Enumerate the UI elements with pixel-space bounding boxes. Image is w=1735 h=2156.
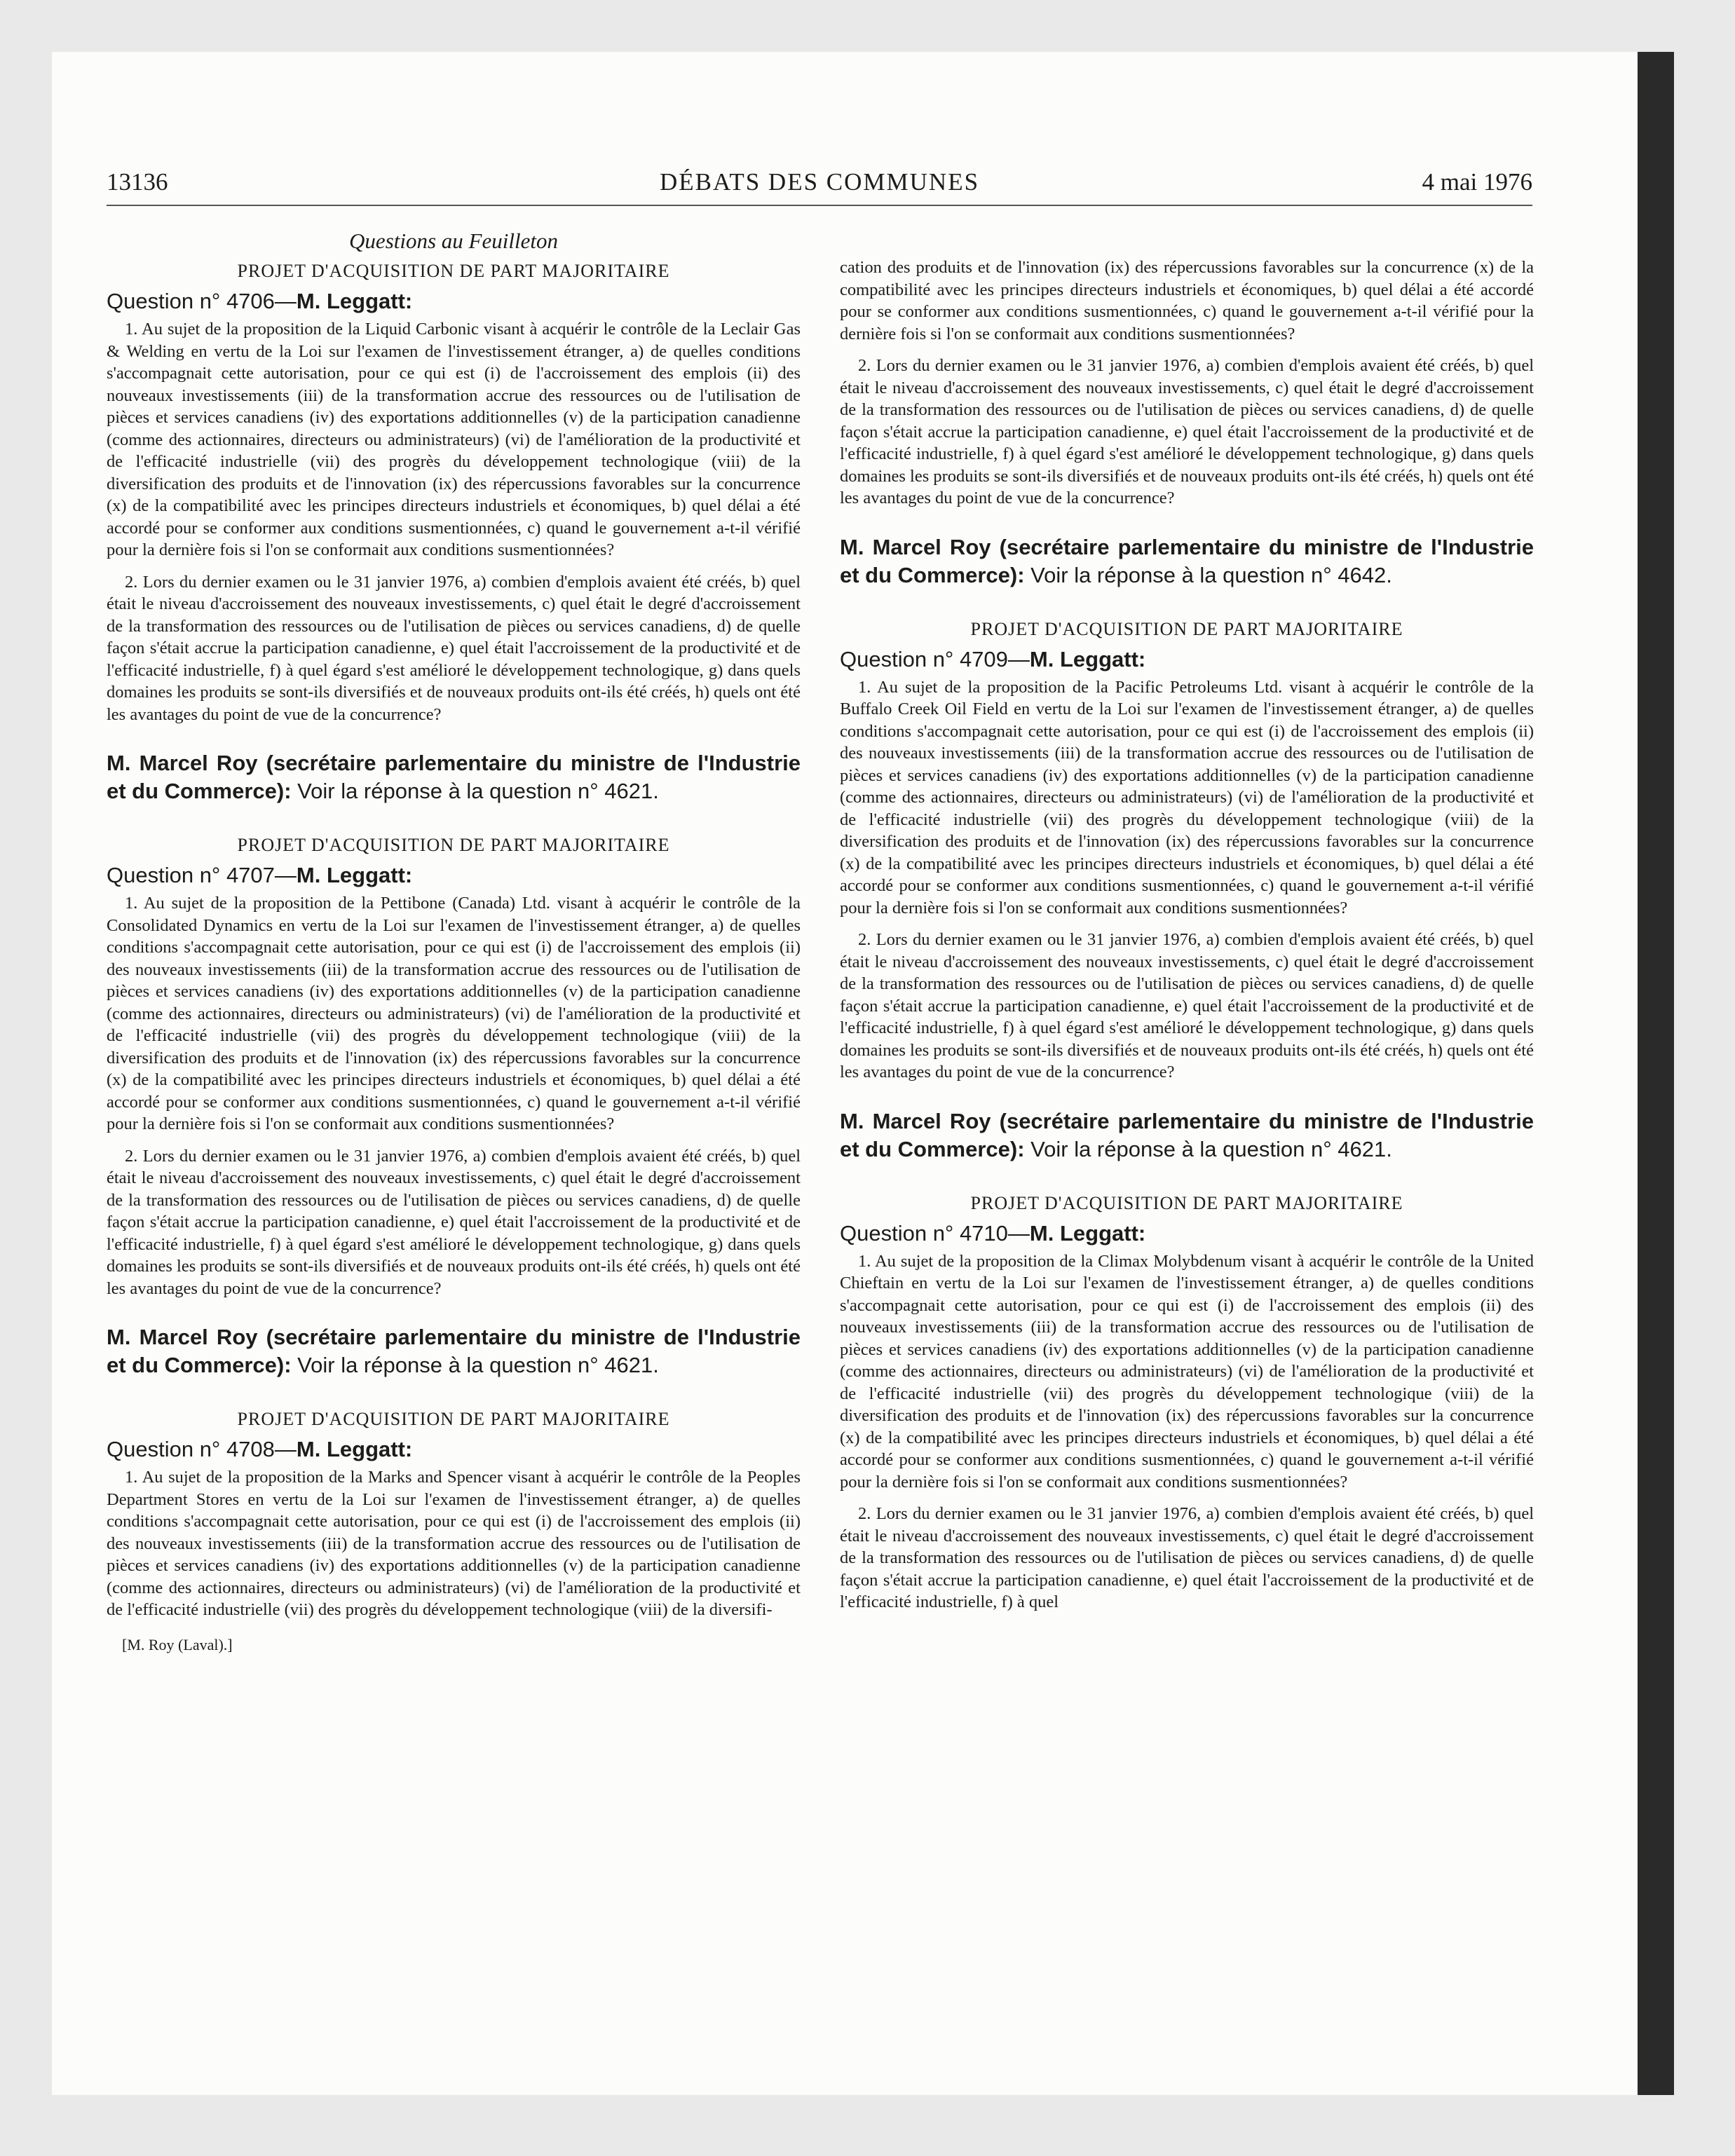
answer-text: Voir la réponse à la question n° 4621. bbox=[291, 1353, 659, 1377]
answer-text: Voir la réponse à la question n° 4621. bbox=[291, 779, 659, 803]
answer-paragraph bbox=[840, 533, 1534, 589]
question-line bbox=[107, 287, 801, 315]
question-member: M. Leggatt: bbox=[1029, 646, 1146, 671]
section-title: Questions au Feuilleton bbox=[349, 228, 558, 253]
question-paragraph-1: 1. Au sujet de la proposition de la Pacific Petroleums Ltd. visant à acquérir le contrôle de la Buffalo Creek Oil Field en vertu de la Loi sur l'examen de l'investissement étranger, a) de quelles conditions s'accompagnait cette autorisation, pour ce qui est (i) de l'accroissement des emplois (ii) des nouveaux investissements (iii) de la transformation accrue des ressources ou de l'utilisation de pièces et services canadiens (iv) des exportations additionnelles (v) de la participation canadienne (comme des actionnaires, directeurs ou administrateurs) (vi) de l'amélioration de la productivité et de l'efficacité industrielle (vii) des progrès du développement technologique (viii) de la diversification des produits et de l'innovation (ix) des répercussions favorables sur la concurrence (x) de la compatibilité avec les principes directeurs industriels et économiques, b) quel délai a été accordé pour se conformer aux conditions susmentionnées, c) quand le gouvernement a-t-il vérifié pour la dernière fois si l'on se conformait aux conditions susmentionnées? bbox=[840, 677, 1534, 917]
question-block-4709 bbox=[840, 618, 1534, 1164]
question-block-4708-continued bbox=[840, 257, 1534, 589]
question-paragraph-2: 2. Lors du dernier examen ou le 31 janvier 1976, a) combien d'emplois avaient été créés, b) quel était le niveau d'accroissement des nouveaux investissements, c) quel était le degré d'accroissement de la transformation des ressources ou de l'utilisation de pièces ou services canadiens, d) de quelle façon s'était accrue la participation canadienne, e) quel était l'accroissement de la productivité et de l'efficacité industrielle, f) à quel bbox=[840, 1504, 1534, 1611]
question-member: M. Leggatt: bbox=[1029, 1220, 1146, 1246]
question-block-4710 bbox=[840, 1192, 1534, 1613]
block-heading: PROJET D'ACQUISITION DE PART MAJORITAIRE bbox=[970, 1192, 1403, 1213]
left-column bbox=[107, 219, 801, 1656]
question-paragraph-2: 2. Lors du dernier examen ou le 31 janvier 1976, a) combien d'emplois avaient été créés, b) quel était le niveau d'accroissement des nouveaux investissements, c) quel était le degré d'accroissement de la transformation des ressources ou de l'utilisation de pièces ou services canadiens, d) de quelle façon s'était accrue la participation canadienne, e) quel était l'accroissement de la productivité et de l'efficacité industrielle, f) à quel égard s'est amélioré le développement technologique, g) dans quels domaines les produits se sont-ils diversifiés et de nouveaux produits ont-ils été créés, h) quels ont été les avantages du point de vue de la concurrence? bbox=[107, 572, 801, 724]
publication-title: DÉBATS DES COMMUNES bbox=[659, 168, 980, 196]
answer-text: Voir la réponse à la question n° 4642. bbox=[1024, 562, 1392, 587]
question-block-4707 bbox=[107, 833, 801, 1379]
answer-speaker: M. Marcel Roy (secrétaire parlementaire du ministre de l'Industrie et du Commerce): bbox=[107, 1325, 801, 1377]
question-line bbox=[107, 1435, 801, 1464]
answer-speaker: M. Marcel Roy (secrétaire parlementaire du ministre de l'Industrie et du Commerce): bbox=[107, 751, 801, 803]
right-column bbox=[840, 257, 1534, 1623]
page-number: 13136 bbox=[107, 168, 168, 196]
answer-text: Voir la réponse à la question n° 4621. bbox=[1024, 1136, 1392, 1161]
answer-speaker: M. Marcel Roy (secrétaire parlementaire du ministre de l'Industrie et du Commerce): bbox=[840, 1108, 1534, 1161]
question-number: Question n° 4708— bbox=[107, 1437, 297, 1461]
block-heading: PROJET D'ACQUISITION DE PART MAJORITAIRE bbox=[970, 618, 1403, 639]
page-header bbox=[107, 168, 1532, 209]
block-heading: PROJET D'ACQUISITION DE PART MAJORITAIRE bbox=[237, 1409, 670, 1429]
question-paragraph-1: 1. Au sujet de la proposition de la Marks and Spencer visant à acquérir le contrôle de la Peoples Department Stores en vertu de la Loi sur l'examen de l'investissement étranger, a) de quelles conditions s'accompagnait cette autorisation, pour ce qui est (i) de l'accroissement des emplois (ii) des nouveaux investissements (iii) de la transformation accrue des ressources ou de l'utilisation de pièces et services canadiens (iv) des exportations additionnelles (v) de la participation canadienne (comme des actionnaires, directeurs ou administrateurs) (vi) de l'amélioration de la productivité et de l'efficacité industrielle (vii) des progrès du développement technologique (viii) de la diversifi- bbox=[107, 1468, 801, 1619]
speaker-footnote: [M. Roy (Laval).] bbox=[122, 1635, 233, 1653]
question-member: M. Leggatt: bbox=[296, 1437, 413, 1461]
question-paragraph-1: 1. Au sujet de la proposition de la Liquid Carbonic visant à acquérir le contrôle de la Leclair Gas & Welding en vertu de la Loi sur l'examen de l'investissement étranger, a) de quelles conditions s'accompagnait cette autorisation, pour ce qui est (i) de l'accroissement des emplois (ii) des nouveaux investissements (iii) de la transformation accrue des ressources ou de l'utilisation de pièces et services canadiens (iv) des exportations additionnelles (v) de la participation canadienne (comme des actionnaires, directeurs ou administrateurs) (vi) de l'amélioration de la productivité et de l'efficacité industrielle (vii) des progrès du développement technologique (viii) de la diversification des produits et de l'innovation (ix) des répercussions favorables sur la concurrence (x) de la compatibilité avec les principes directeurs industriels et économiques, b) quel délai a été accordé pour se conformer aux conditions susmentionnées, c) quand le gouvernement a-t-il vérifié pour la dernière fois si l'on se conformait aux conditions susmentionnées? bbox=[107, 320, 801, 559]
block-heading: PROJET D'ACQUISITION DE PART MAJORITAIRE bbox=[237, 835, 670, 855]
question-paragraph-1: 1. Au sujet de la proposition de la Climax Molybdenum visant à acquérir le contrôle de la United Chieftain en vertu de la Loi sur l'examen de l'investissement étranger, a) de quelles conditions s'accompagnait cette autorisation, pour ce qui est (i) de l'accroissement des emplois (ii) des nouveaux investissements (iii) de la transformation accrue des ressources ou de l'utilisation de pièces et services canadiens (iv) des exportations additionnelles (v) de la participation canadienne (comme des actionnaires, directeurs ou administrateurs) (vi) de l'amélioration de la productivité et de l'efficacité industrielle (vii) des progrès du développement technologique (viii) de la diversification des produits et de l'innovation (ix) des répercussions favorables sur la concurrence (x) de la compatibilité avec les principes directeurs industriels et économiques, b) quel délai a été accordé pour se conformer aux conditions susmentionnées, c) quand le gouvernement a-t-il vérifié pour la dernière fois si l'on se conformait aux conditions susmentionnées? bbox=[840, 1251, 1534, 1492]
question-line bbox=[107, 861, 801, 889]
header-rule bbox=[107, 205, 1532, 206]
continuation-paragraph: cation des produits et de l'innovation (ix) des répercussions favorables sur la concurrence (x) de la compatibilité avec les principes directeurs industriels et économiques, b) quel délai a été accordé pour se conformer aux conditions susmentionnées, c) quand le gouvernement a-t-il vérifié pour la dernière fois si l'on se conformait aux conditions susmentionnées? bbox=[840, 258, 1534, 343]
block-heading: PROJET D'ACQUISITION DE PART MAJORITAIRE bbox=[237, 261, 670, 281]
question-number: Question n° 4709— bbox=[840, 646, 1030, 671]
answer-paragraph bbox=[107, 749, 801, 805]
answer-speaker: M. Marcel Roy (secrétaire parlementaire du ministre de l'Industrie et du Commerce): bbox=[840, 534, 1534, 587]
question-line bbox=[840, 646, 1534, 674]
page-date: 4 mai 1976 bbox=[1422, 168, 1532, 196]
answer-paragraph bbox=[840, 1107, 1534, 1164]
scan-edge-bar bbox=[1638, 52, 1674, 2095]
question-number: Question n° 4710— bbox=[840, 1220, 1030, 1246]
question-member: M. Leggatt: bbox=[296, 289, 413, 313]
question-number: Question n° 4706— bbox=[107, 289, 297, 313]
question-member: M. Leggatt: bbox=[296, 863, 413, 887]
question-line bbox=[840, 1220, 1534, 1248]
question-block-4708 bbox=[107, 1407, 801, 1656]
question-paragraph-2: 2. Lors du dernier examen ou le 31 janvier 1976, a) combien d'emplois avaient été créés, b) quel était le niveau d'accroissement des nouveaux investissements, c) quel était le degré d'accroissement de la transformation des ressources ou de l'utilisation de pièces ou services canadiens, d) de quelle façon s'était accrue la participation canadienne, e) quel était l'accroissement de la productivité et de l'efficacité industrielle, f) à quel égard s'est amélioré le développement technologique, g) dans quels domaines les produits se sont-ils diversifiés et de nouveaux produits ont-ils été créés, h) quels ont été les avantages du point de vue de la concurrence? bbox=[107, 1146, 801, 1298]
question-number: Question n° 4707— bbox=[107, 863, 297, 887]
question-paragraph-1: 1. Au sujet de la proposition de la Pettibone (Canada) Ltd. visant à acquérir le contrôle de la Consolidated Dynamics en vertu de la Loi sur l'examen de l'investissement étranger, a) de quelles conditions s'accompagnait cette autorisation, pour ce qui est (i) de l'accroissement des emplois (ii) des nouveaux investissements (iii) de la transformation accrue des ressources ou de l'utilisation de pièces et services canadiens (iv) des exportations additionnelles (v) de la participation canadienne (comme des actionnaires, directeurs ou administrateurs) (vi) de l'amélioration de la productivité et de l'efficacité industrielle (vii) des progrès du développement technologique (viii) de la diversification des produits et de l'innovation (ix) des répercussions favorables sur la concurrence (x) de la compatibilité avec les principes directeurs industriels et économiques, b) quel délai a été accordé pour se conformer aux conditions susmentionnées, c) quand le gouvernement a-t-il vérifié pour la dernière fois si l'on se conformait aux conditions susmentionnées? bbox=[107, 894, 801, 1133]
question-block-4706 bbox=[107, 259, 801, 805]
question-paragraph-2: 2. Lors du dernier examen ou le 31 janvier 1976, a) combien d'emplois avaient été créés, b) quel était le niveau d'accroissement des nouveaux investissements, c) quel était le degré d'accroissement de la transformation des ressources ou de l'utilisation de pièces ou services canadiens, d) de quelle façon s'était accrue la participation canadienne, e) quel était l'accroissement de la productivité et de l'efficacité industrielle, f) à quel égard s'est amélioré le développement technologique, g) dans quels domaines les produits se sont-ils diversifiés et de nouveaux produits ont-ils été créés, h) quels ont été les avantages du point de vue de la concurrence? bbox=[840, 930, 1534, 1082]
question-paragraph-2: 2. Lors du dernier examen ou le 31 janvier 1976, a) combien d'emplois avaient été créés, b) quel était le niveau d'accroissement des nouveaux investissements, c) quel était le degré d'accroissement de la transformation des ressources ou de l'utilisation de pièces ou services canadiens, d) de quelle façon s'était accrue la participation canadienne, e) quel était l'accroissement de la productivité et de l'efficacité industrielle, f) à quel égard s'est amélioré le développement technologique, g) dans quels domaines les produits se sont-ils diversifiés et de nouveaux produits ont-ils été créés, h) quels ont été les avantages du point de vue de la concurrence? bbox=[840, 356, 1534, 507]
answer-paragraph bbox=[107, 1323, 801, 1379]
